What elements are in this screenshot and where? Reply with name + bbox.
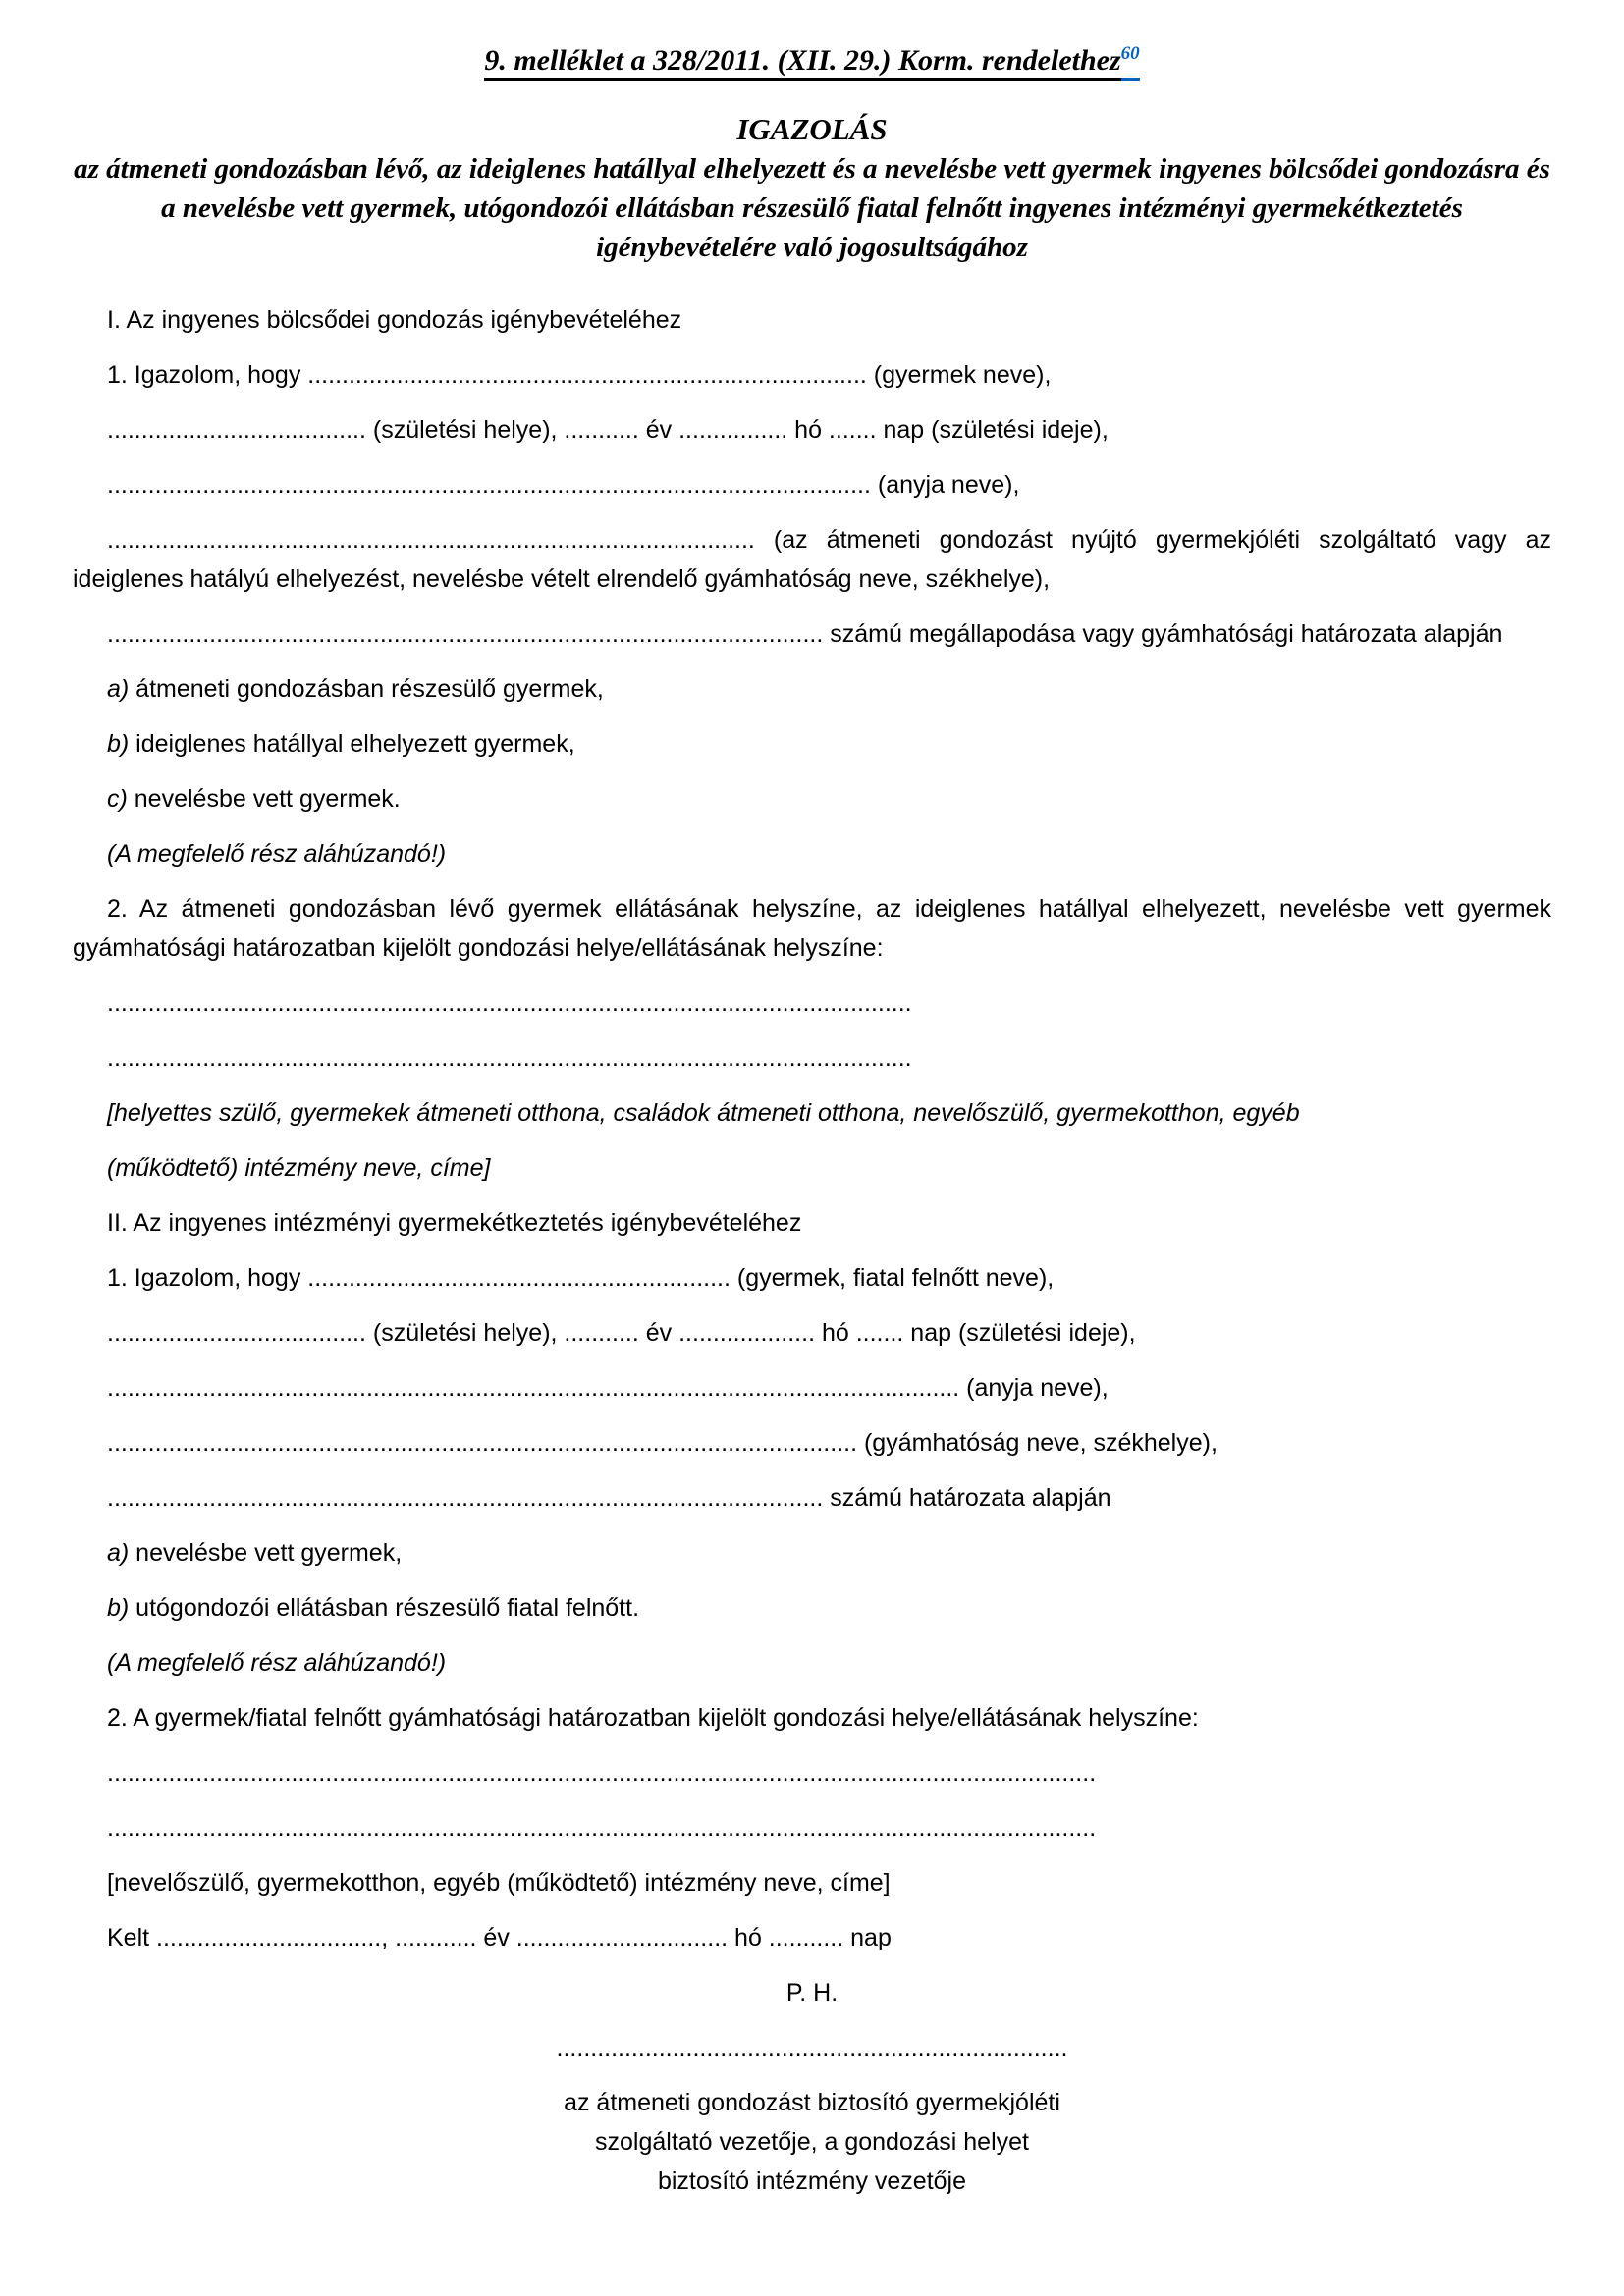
section-2-heading: II. Az ingyenes intézményi gyermekétkeztetés igénybevételéhez — [107, 1209, 802, 1237]
s1-child-name-line: 1. Igazolom, hogy .................................................................................. (gyermek neve), — [107, 361, 1052, 389]
s1-option-c-label: nevelésbe vett gyermek. — [127, 785, 401, 813]
document-title: IGAZOLÁS — [736, 112, 888, 146]
s1-option-a-marker: a) — [107, 675, 130, 703]
date-line: Kelt ................................., ............ év ............................... hó ........... nap — [107, 1924, 892, 1951]
s1-option-b-label: ideiglenes hatállyal elhelyezett gyermek, — [129, 730, 575, 758]
signature-caption-2: szolgáltató vezetője, a gondozási helyet — [595, 2128, 1029, 2156]
s1-option-a — [73, 669, 1551, 709]
s2-underline-note: (A megfelelő rész aláhúzandó!) — [107, 1649, 447, 1677]
s2-birth-line: ...................................... (születési helye), ........... év .................... hó ....... nap (születési ideje), — [107, 1319, 1136, 1347]
signature-dotted-line: ........................................................................... — [556, 2034, 1068, 2061]
s2-dotted-line-1: ................................................................................................................................................. — [107, 1759, 1097, 1787]
signature-block — [73, 2028, 1551, 2201]
s1-option-c — [73, 779, 1551, 819]
s2-dotted-line-2: ................................................................................................................................................. — [107, 1814, 1097, 1842]
s2-child-name-line: 1. Igazolom, hogy .............................................................. (gyermek, fiatal felnőtt neve), — [107, 1264, 1055, 1292]
s1-option-b — [73, 724, 1551, 764]
s1-mother-name-line: ................................................................................................................ (anyja neve), — [107, 471, 1020, 499]
section-1-heading: I. Az ingyenes bölcsődei gondozás igénybevételéhez — [107, 306, 682, 334]
s1-bracket-note-2: (működtető) intézmény neve, címe] — [107, 1154, 491, 1182]
s1-birth-line: ...................................... (születési helye), ........... év ................ hó ....... nap (születési ideje), — [107, 416, 1109, 444]
s2-option-a-label: nevelésbe vett gyermek, — [129, 1539, 403, 1567]
s1-underline-note: (A megfelelő rész aláhúzandó!) — [107, 840, 447, 868]
s2-decision-line: ......................................................................................................... számú határozata alapján — [107, 1484, 1111, 1512]
s2-guardianship-line: .............................................................................................................. (gyámhatóság neve, székhelye), — [107, 1429, 1218, 1457]
s2-mother-name-line: ............................................................................................................................. (anyja neve), — [107, 1374, 1109, 1402]
s1-dotted-line-1: ...................................................................................................................... — [107, 989, 912, 1017]
s2-care-place-line: 2. A gyermek/fiatal felnőtt gyámhatósági határozatban kijelölt gondozási helye/ellátásának helyszíne: — [107, 1704, 1199, 1732]
s1-option-c-marker: c) — [107, 785, 128, 813]
footnote-number[interactable]: 60 — [1120, 43, 1140, 64]
header-reference — [73, 43, 1551, 79]
header-reference-text: 9. melléklet a 328/2011. (XII. 29.) Korm. rendelethez — [484, 44, 1120, 81]
s1-agreement-line: ......................................................................................................... számú megállapodása vagy gyámhatósági határozata alapján — [107, 620, 1503, 648]
document-subtitle: az átmeneti gondozásban lévő, az ideiglenes hatállyal elhelyezett és a nevelésbe vett gyermek ingyenes bölcsődei gondozásra és a nevelésbe vett gyermek, utógondozói ellátásban részesülő fiatal felnőtt ingyenes intézményi gyermekétkeztetés igénybevételére való jogosultságához — [74, 153, 1550, 263]
s1-option-b-marker: b) — [107, 730, 130, 758]
s2-bracket-note: [nevelőszülő, gyermekotthon, egyéb (működtető) intézmény neve, címe] — [107, 1869, 891, 1896]
s2-option-a — [73, 1533, 1551, 1573]
s2-option-b — [73, 1588, 1551, 1628]
s1-provider-line: ............................................................................................... (az átmeneti gondozást nyújtó gyermekjóléti szolgáltató vagy az ideiglenes hatályú elhelyezést, nevelésbe vételt elrendelő gyámhatóság neve, székhelye), — [73, 526, 1551, 593]
footnote-link[interactable] — [1121, 44, 1140, 81]
s1-bracket-note-1: [helyettes szülő, gyermekek átmeneti otthona, családok átmeneti otthona, nevelőszülő, gyermekotthon, egyéb — [107, 1099, 1300, 1127]
signature-caption-3: biztosító intézmény vezetője — [657, 2167, 967, 2195]
s2-option-a-marker: a) — [107, 1539, 130, 1567]
s1-dotted-line-2: ...................................................................................................................... — [107, 1044, 912, 1072]
stamp-placeholder: P. H. — [785, 1979, 839, 2006]
s2-option-b-label: utógondozói ellátásban részesülő fiatal felnőtt. — [129, 1594, 640, 1622]
s1-care-place-line: 2. Az átmeneti gondozásban lévő gyermek ellátásának helyszíne, az ideiglenes hatállyal elhelyezett, nevelésbe vett gyermek gyámhatósági határozatban kijelölt gondozási helye/ellátásának helyszíne: — [73, 895, 1551, 962]
s1-option-a-label: átmeneti gondozásban részesülő gyermek, — [129, 675, 604, 703]
signature-caption-1: az átmeneti gondozást biztosító gyermekjóléti — [564, 2089, 1060, 2116]
s2-option-b-marker: b) — [107, 1594, 130, 1622]
